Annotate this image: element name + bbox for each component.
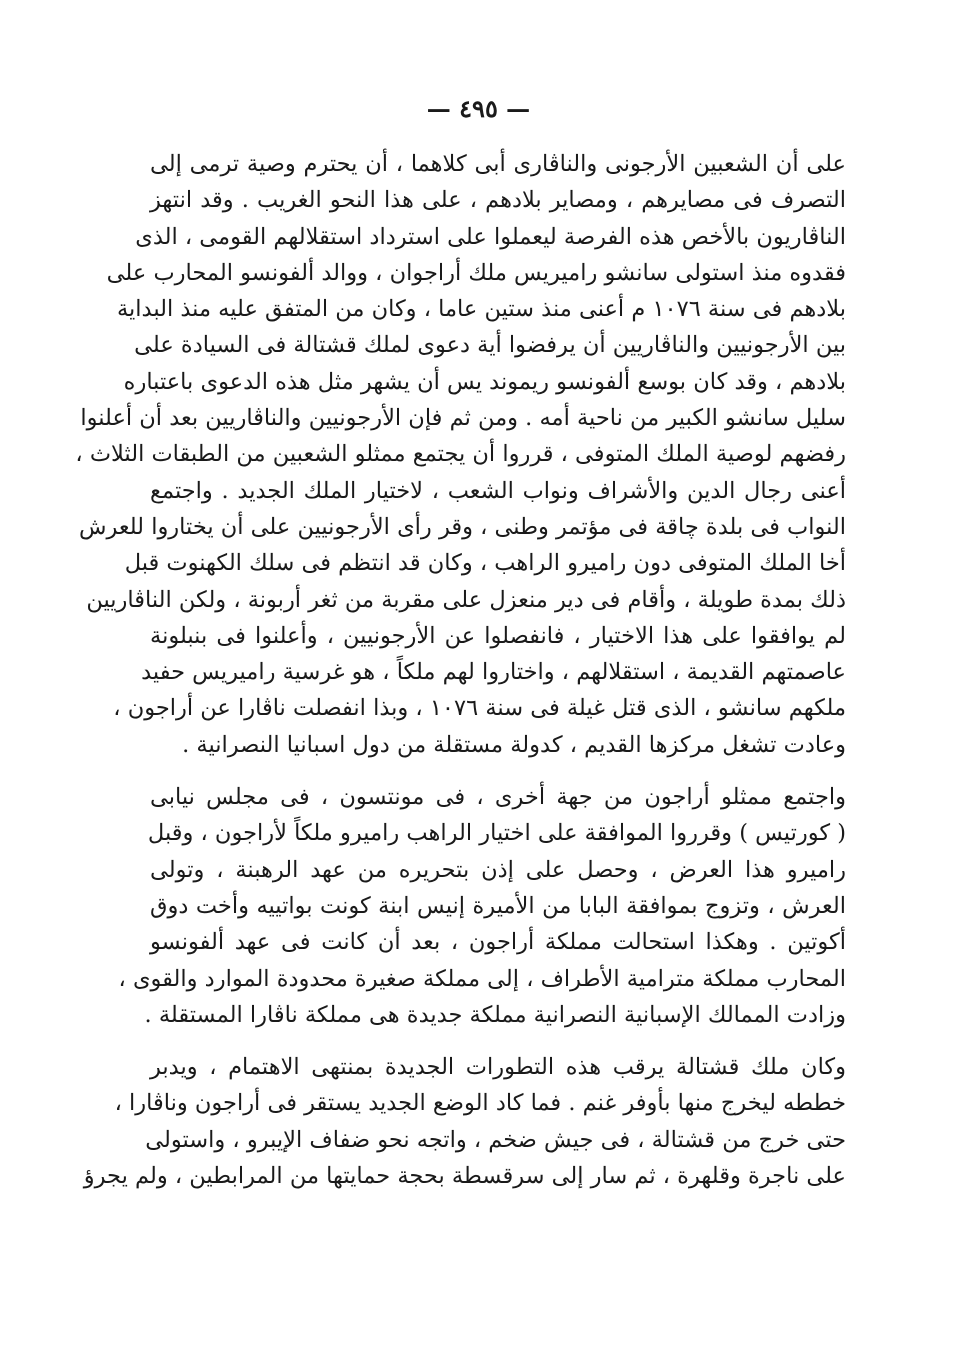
text-line: عاصمتهم القديمة ، استقلالهم ، واختاروا لهم ملكاً ، هو غرسية راميريس حفيد — [141, 659, 846, 686]
text-line: على ناجرة وقلهرة ، ثم سار إلى سرقسطة بحجة حمايتها من المرابطين ، ولم يجرؤ — [83, 1163, 846, 1190]
text-line: أخا الملك المتوفى دون راميرو الراهب ، وكان قد انتظم فى سلك الكهنوت قبل — [124, 550, 846, 577]
text-line: أكوتين . وهكذا استحالت مملكة أراجون ، بعد أن كانت فى عهد ألفونسو — [150, 929, 846, 956]
text-line: وعادت تشغل مركزها القديم ، كدولة مستقلة من دول اسبانيا النصرانية . — [182, 731, 846, 758]
text-line: بلادهم فى سنة ١٠٧٦ م أعنى منذ ستين عاما ، وكان من المتفق عليه منذ البداية — [116, 296, 846, 323]
text-line: ( كورتيس ) وقرروا الموافقة على اختيار الراهب راميرو ملكاً لأراجون ، وقبل — [147, 820, 846, 847]
body-text — [75, 146, 846, 1194]
text-line: خططه ليخرج منها بأوفر غنم . فما كاد الوضع الجديد يستقر فى أراجون وناڤارا ، — [114, 1090, 846, 1117]
text-line: لم يوافقوا على هذا الاختيار ، فانفصلوا عن الأرجونيين ، وأعلنوا فى بنبلونة — [150, 622, 846, 649]
text-line: على أن الشعبين الأرجونى والناڤارى أبى كلاهما ، أن يحترم وصية ترمى إلى — [150, 151, 846, 177]
paragraph-2 — [118, 779, 846, 1033]
text-line: ذلك بمدة طويلة ، وأقام فى دير منعزل على مقربة من ثغر أربونة ، ولكن الناڤاريين — [86, 586, 846, 613]
text-line: فقدوه منذ استولى سانشو راميريس ملك أراجوان ، ووالد ألفونسو المحارب على — [106, 259, 846, 286]
text-line: بلادهم ، وقد كان بوسع ألفونسو ريموند يس أن يشهر مثل هذه الدعوى باعتباره — [123, 368, 846, 395]
text-line: واجتمع ممثلو أراجون من جهة أخرى ، فى مونتسون ، فى مجلس نيابى — [150, 784, 846, 811]
text-line: التصرف فى مصايرهم ، ومصاير بلادهم ، على هذا النحو الغريب . وقد انتهز — [150, 187, 846, 214]
text-line: وزادت الممالك الإسبانية النصرانية مملكة جديدة هى مملكة ناڤارا المستقلة . — [144, 1001, 846, 1028]
text-line: راميرو هذا العرض ، وحصل على إذن بتحريره من عهد الرهبنة ، وتولى — [150, 856, 846, 883]
text-line: المحارب مملكة مترامية الأطراف ، إلى مملكة صغيرة محدودة الموارد والقوى ، — [118, 965, 846, 992]
paragraph-1 — [75, 146, 846, 763]
text-line: حتى خرج من قشتالة ، فى جيش ضخم ، واتجه نحو ضفاف الإيبرو ، واستولى — [145, 1126, 846, 1153]
text-line: سليل سانشو الكبير من ناحية أمه . ومن ثم فإن الأرجونيين والناڤاريين بعد أن أعلنوا — [80, 405, 846, 432]
page-number: — ٤٩٥ — — [426, 94, 531, 123]
text-line: الناڤاريون بالأخص هذه الفرصة ليعملوا على استرداد استقلالهم القومى ، الذى — [135, 223, 846, 250]
text-line: أعنى رجال الدين والأشراف ونواب الشعب ، لاختيار الملك الجديد . واجتمع — [150, 477, 846, 504]
text-line: ملكهم سانشو ، الذى قتل غيلة فى سنة ١٠٧٦ ، وبذا انفصلت ناڤارا عن أراجون ، — [113, 695, 846, 722]
text-line: بين الأرجونيين والناڤاريين أن يرفضوا أية دعوى لملك قشتالة فى السيادة على — [134, 332, 846, 359]
text-line: رفضهم لوصية الملك المتوفى ، قرروا أن يجتمع ممثلو الشعبين من الطبقات الثلاث ، — [75, 441, 846, 468]
text-line: وكان ملك قشتالة يرقب هذه التطورات الجديدة بمنتهى الاهتمام ، ويدبر — [150, 1054, 846, 1081]
text-line: النواب فى بلدة چاقة فى مؤتمر وطنى ، وقر رأى الأرجونيين على أن يختاروا للعرش — [79, 513, 846, 540]
text-line: العرش ، وتزوج بموافقة البابا من الأميرة إنيس ابنة كونت بواتييه وأخت دوق — [150, 892, 846, 919]
paragraph-3 — [83, 1049, 846, 1194]
